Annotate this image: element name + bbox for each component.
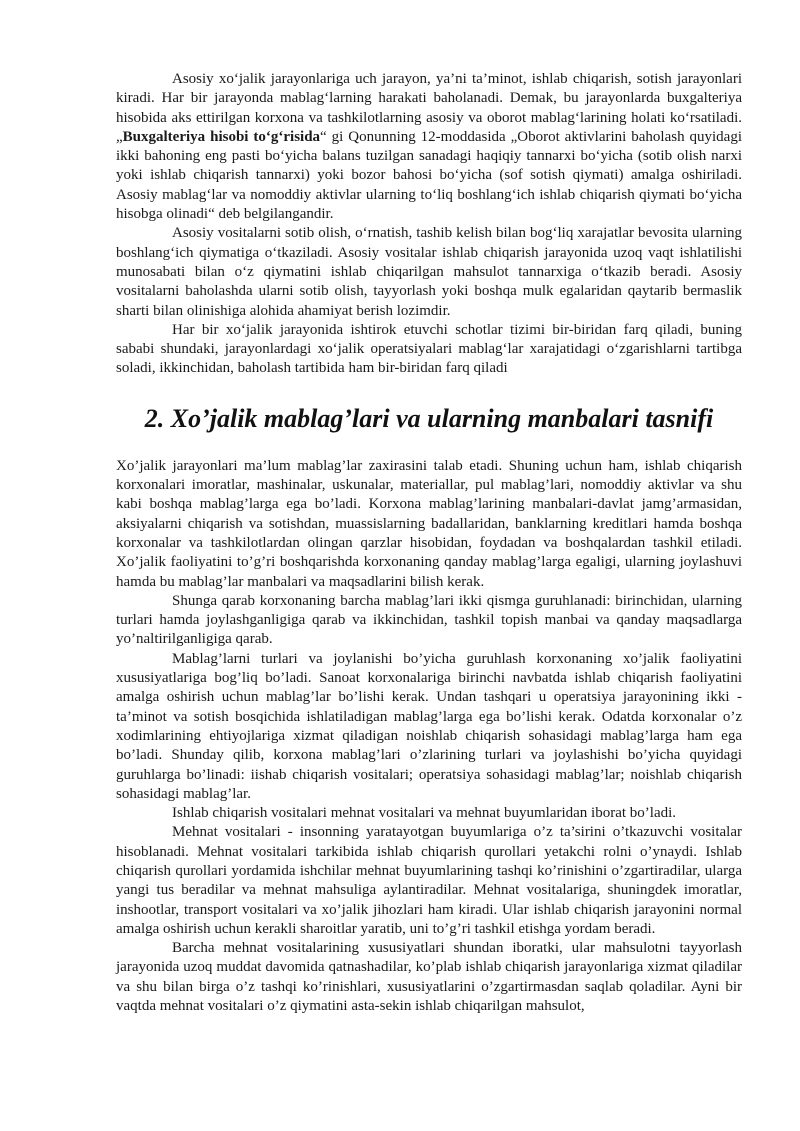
paragraph: Xo’jalik jarayonlari ma’lum mablag’lar zaxirasini talab etadi. Shuning uchun ham, ishlab chiqarish korxonalari imoratlar, mashinalar, uskunalar, materiallar, pul mablag’lari, nomoddiy aktivlar va shu kabi boshqa mablag’larga ega bo’ladi. Korxona mablag’larining manbalari-davlat jamg’armasidan, aksiyalarni chiqarish va sotishdan, muassislarning badallaridan, banklarning kreditlari hamda boshqa korxonalar va tashkilotlardan olingan qarzlar hisobidan, foydadan va boshqalardan tashkil etiladi. Xo’jalik faoliyatini to’g’ri boshqarishda korxonaning qanday mablag’larga egaligi, ularning joylashuvi hamda bu mablag’lar manbalari va maqsadlarini bilish kerak. (116, 457, 742, 590)
paragraph: Barcha mehnat vositalarining xususiyatlari shundan iboratki, ular mahsulotni tayyorlash jarayonida uzoq muddat davomida qatnashadilar, ko’plab ishlab chiqarish jarayonlariga xizmat qiladilar va shu bilan birga o’z tashqi ko’rinishlari, xususiyatlarini o’zgartirmasdan saqlab qoladilar. Ayni bir vaqtda mehnat vositalari o’z qiymatini asta-sekin ishlab chiqarilgan mahsulot, (116, 940, 742, 1015)
paragraph-text: “ gi Qonunning 12-moddasida „Oborot aktivlarini baholash quyidagi ikki bahoning eng pasti bo‘yicha balans tuzilgan sanadagi haqiqiy tannarxi bo‘yicha (sotib olish narxi yoki ishlab chiqarish tannarxi) yoki bozor bahosi bo‘yicha (sof sotish qiymati) amalga oshiriladi. Asosiy mablag‘lar va nomoddiy aktivlar ularning to‘liq boshlang‘ich ishlab chiqarish qiymati bo‘yicha hisobga olinadi“ deb belgilangandir. (116, 128, 742, 223)
law-title: Buxgalteriya hisobi to‘g‘risida (122, 128, 321, 145)
paragraph: Shunga qarab korxonaning barcha mablag’lari ikki qismga guruhlanadi: birinchidan, ularning turlari hamda joylashganligiga qarab va ikkinchidan, tashkil topish manbai va qanday maqsadlarga yo’naltirilganligiga qarab. (116, 592, 742, 648)
paragraph-text: Asosiy xo‘jalik jarayonlariga uch jarayon, ya’ni ta’minot, ishlab chiqarish, sotish jarayonlari kiradi. Har bir jarayonda mablag‘larning harakati baholanadi. Demak, bu jarayonlarda buxgalteriya hisobida aks ettirilgan korxona va tashkilotlarning asosiy va oborot mablag‘larining holati ko‘rsatiladi. „ (116, 71, 742, 145)
paragraph: Ishlab chiqarish vositalari mehnat vositalari va mehnat buyumlaridan iborat bo’ladi. (172, 805, 677, 822)
section-heading: 2. Xo’jalik mablag’lari va ularning manbalari tasnifi (144, 403, 714, 433)
paragraph: Asosiy vositalarni sotib olish, o‘rnatish, tashib kelish bilan bog‘liq xarajatlar bevosita ularning boshlang‘ich qiymatiga o‘tkaziladi. Asosiy vositalar ishlab chiqarish jarayonida uzoq vaqt ishlatilishi munosabati bilan o‘z qiymatini ishlab chiqarilgan mahsulot tannarxiga o‘tkazib beradi. Asosiy vositalarni baholashda ularni sotib olish, tayyorlash yoki boshqa mulk egalaridan qaytarib bermaslik sharti bilan olinishiga alohida ahamiyat berish lozimdir. (116, 225, 742, 319)
paragraph (116, 70, 742, 224)
paragraph: Mehnat vositalari - insonning yaratayotgan buyumlariga o’z ta’sirini o’tkazuvchi vositalar hisoblanadi. Mehnat vositalari tarkibida ishlab chiqarish qurollari yetakchi rolni o’ynaydi. Ishlab chiqarish qurollari yordamida ishchilar mehnat buyumlarining tashqi ko’rinishini o’zgartiradilar, ularga yangi tus beradilar va mehnat mahsuliga aylantiradilar. Mehnat vositalariga, shuningdek imoratlar, inshootlar, transport vositalari va xo’jalik jihozlari ham kiradi. Ular ishlab chiqarish jarayonini normal amalga oshirish uchun kerakli sharoitlar yaratib, uni to’g’ri tashkil etishga yordam beradi. (116, 824, 742, 937)
paragraph: Har bir xo‘jalik jarayonida ishtirok etuvchi schotlar tizimi bir-biridan farq qiladi, buning sababi shundaki, jarayonlardagi xo‘jalik operatsiyalari mablag‘lar xarajatidagi o‘zgarishlarni tartibga soladi, ikkinchidan, baholash tartibida ham bir-biridan farq qiladi (116, 321, 742, 377)
paragraph: Mablag’larni turlari va joylanishi bo’yicha guruhlash korxonaning xo’jalik faoliyatini xususiyatlariga bog’liq bo’ladi. Sanoat korxonalariga birinchi navbatda ishlab chiqarish faoliyatini amalga oshirish uchun mablag’lar bo’lishi kerak. Undan tashqari u operatsiya jarayonining ikki - ta’minot va sotish bosqichida ishlatiladigan mablag’larga ega bo’lishi kerak. Odatda korxonalar o’z xodimlarining ehtiyojlariga xizmat qiladigan noishlab chiqarish sohasidagi mablag’larga ham ega bo’ladi. Shunday qilib, korxona mablag’lari o’zlarining turlari va joylashishi bo’yicha quyidagi guruhlarga bo’linadi: iishab chiqarish vositalari; operatsiya sohasidagi mablag’lar; noishlab chiqarish sohasidagi mablag’lar. (116, 650, 742, 802)
